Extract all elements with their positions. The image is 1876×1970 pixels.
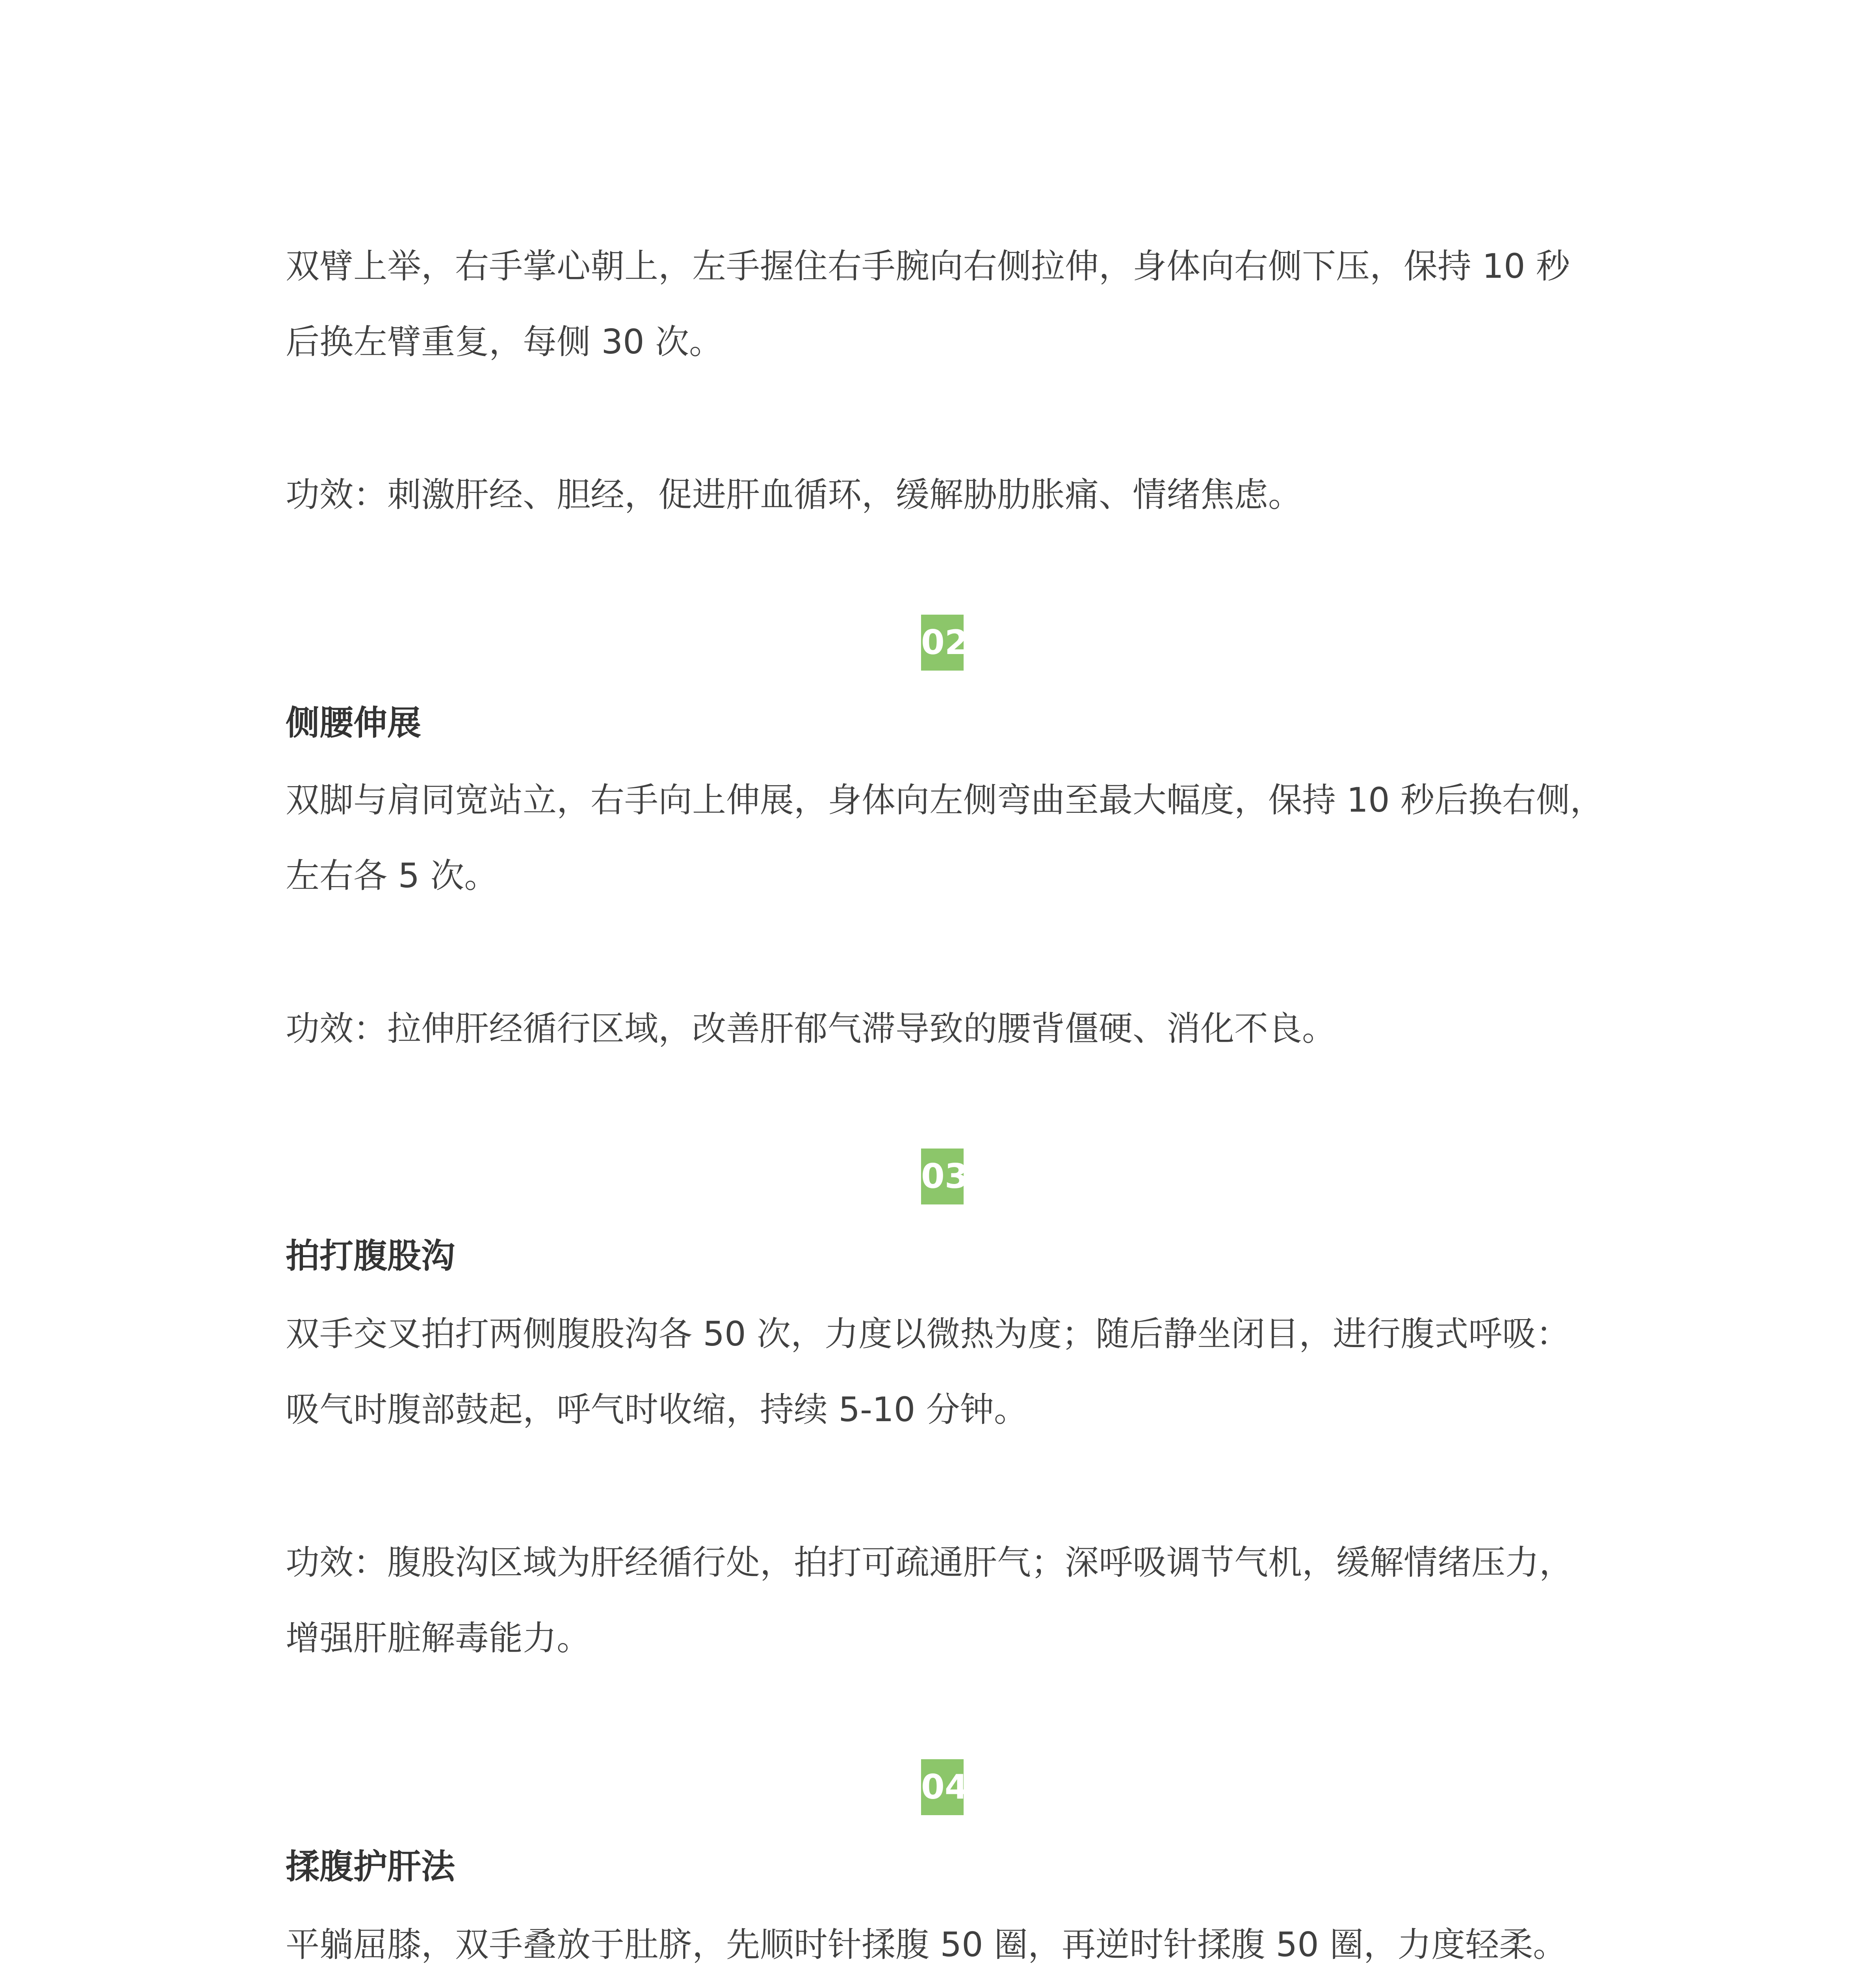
section-body-line-2: 左右各 5 次。	[286, 856, 498, 896]
section-effect: 功效：拉伸肝经循行区域，改善肝郁气滞导致的腰背僵硬、消化不良。	[286, 1009, 1336, 1048]
section-body-line-1: 双脚与肩同宽站立，右手向上伸展，身体向左侧弯曲至最大幅度，保持 10 秒后换右侧，	[286, 781, 1604, 820]
section-number-badge: 02	[921, 615, 964, 671]
intro-line-1: 双臂上举，右手掌心朝上，左手握住右手腕向右侧拉伸，身体向右侧下压，保持 10 秒	[286, 247, 1570, 286]
section-title: 揉腹护肝法	[286, 1847, 455, 1886]
section-number-badge: 04	[921, 1759, 964, 1815]
section-body	[286, 1296, 1605, 1448]
section-effect-line-1: 功效：腹股沟区域为肝经循行处，拍打可疏通肝气；深呼吸调节气机，缓解情绪压力，	[286, 1543, 1573, 1582]
section-body	[286, 762, 1605, 914]
section-title: 侧腰伸展	[286, 703, 421, 743]
intro-paragraph	[286, 229, 1605, 380]
section-body: 平躺屈膝，双手叠放于肚脐，先顺时针揉腹 50 圈，再逆时针揉腹 50 圈，力度轻柔。	[286, 1925, 1567, 1964]
section-body-line-1: 双手交叉拍打两侧腹股沟各 50 次，力度以微热为度；随后静坐闭目，进行腹式呼吸：	[286, 1314, 1570, 1354]
section-body-line-2: 吸气时腹部鼓起，呼气时收缩，持续 5-10 分钟。	[286, 1390, 1028, 1429]
section-effect	[286, 1525, 1605, 1676]
section-title: 拍打腹股沟	[286, 1236, 455, 1276]
section-number-badge: 03	[921, 1149, 964, 1204]
section-effect-line-2: 增强肝脏解毒能力。	[286, 1619, 591, 1658]
intro-effect: 功效：刺激肝经、胆经，促进肝血循环，缓解胁肋胀痛、情绪焦虑。	[286, 475, 1302, 515]
intro-line-2: 后换左臂重复，每侧 30 次。	[286, 322, 723, 362]
